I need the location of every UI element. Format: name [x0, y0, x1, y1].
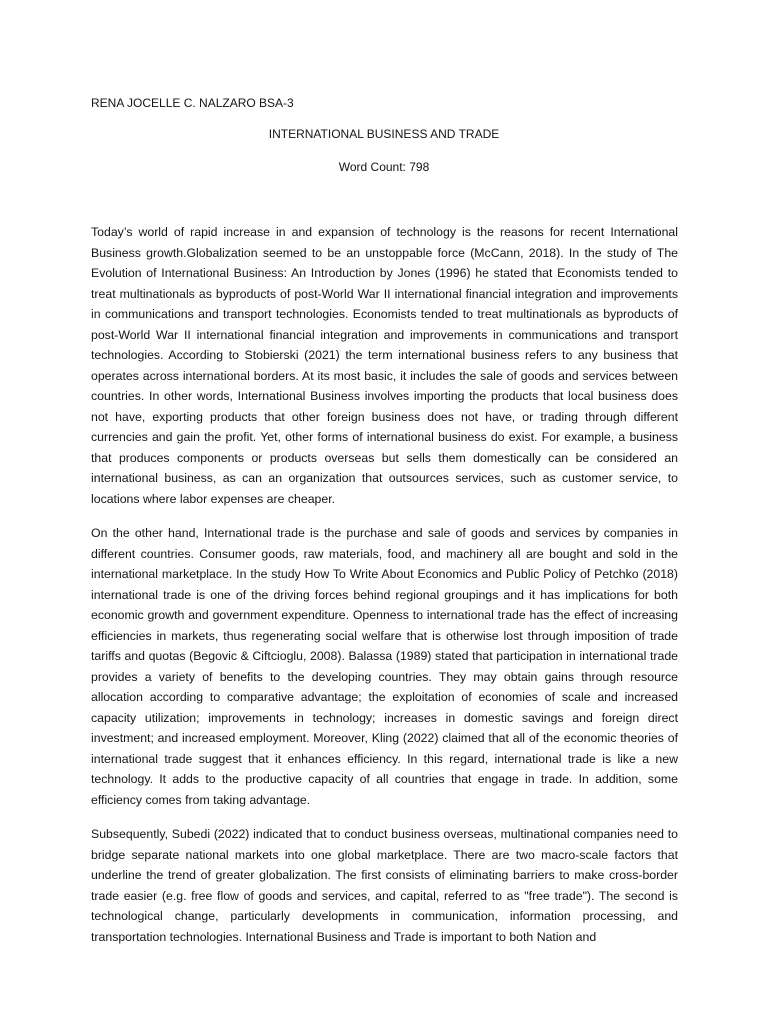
word-count: Word Count: 798 — [338, 160, 430, 174]
author-line: RENA JOCELLE C. NALZARO BSA-3 — [91, 96, 294, 110]
document-body — [91, 222, 678, 961]
paragraph-2: On the other hand, International trade is the purchase and sale of goods and services by companies in different countries. Consumer goods, raw materials, food, and machinery all are bought and sold in the international marketplace. In the study How To Write About Economics and Public Policy of Petchko (2018) international trade is one of the driving forces behind regional groupings and it has implications for both economic growth and government expenditure. Openness to international trade has the effect of increasing efficiencies in markets, thus regenerating social welfare that is otherwise lost through imposition of trade tariffs and quotas (Begovic & Ciftcioglu, 2008). Balassa (1989) stated that participation in international trade provides a variety of benefits to the developing countries. They may obtain gains through resource allocation according to comparative advantage; the exploitation of economies of scale and increased capacity utilization; improvements in technology; increases in domestic savings and foreign direct investment; and increased employment. Moreover, Kling (2022) claimed that all of the economic theories of international trade suggest that it enhances efficiency. In this regard, international trade is like a new technology. It adds to the productive capacity of all countries that engage in trade. In addition, some efficiency comes from taking advantage. — [91, 526, 678, 807]
document-title: INTERNATIONAL BUSINESS AND TRADE — [268, 127, 500, 141]
paragraph-3: Subsequently, Subedi (2022) indicated that to conduct business overseas, multinational companies need to bridge separate national markets into one global marketplace. There are two macro-scale factors that underline the trend of greater globalization. The first consists of eliminating barriers to make cross-border trade easier (e.g. free flow of goods and services, and capital, referred to as "free trade"). The second is technological change, particularly developments in communication, information processing, and transportation technologies. International Business and Trade is important to both Nation and — [91, 827, 678, 944]
paragraph-1: Today’s world of rapid increase in and expansion of technology is the reasons for recent International Business growth.Globalization seemed to be an unstoppable force (McCann, 2018). In the study of The Evolution of International Business: An Introduction by Jones (1996) he stated that Economists tended to treat multinationals as byproducts of post-World War II international financial integration and improvements in communications and transport technologies. Economists tended to treat multinationals as byproducts of post-World War II international financial integration and improvements in communications and transport technologies. According to Stobierski (2021) the term international business refers to any business that operates across international borders. At its most basic, it includes the sale of goods and services between countries. In other words, International Business involves importing the products that local business does not have, exporting products that other foreign business does not have, or trading through different currencies and gain the profit. Yet, other forms of international business do exist. For example, a business that produces components or products overseas but sells them domestically can be considered an international business, as can an organization that outsources services, such as customer service, to locations where labor expenses are cheaper. — [91, 225, 678, 506]
